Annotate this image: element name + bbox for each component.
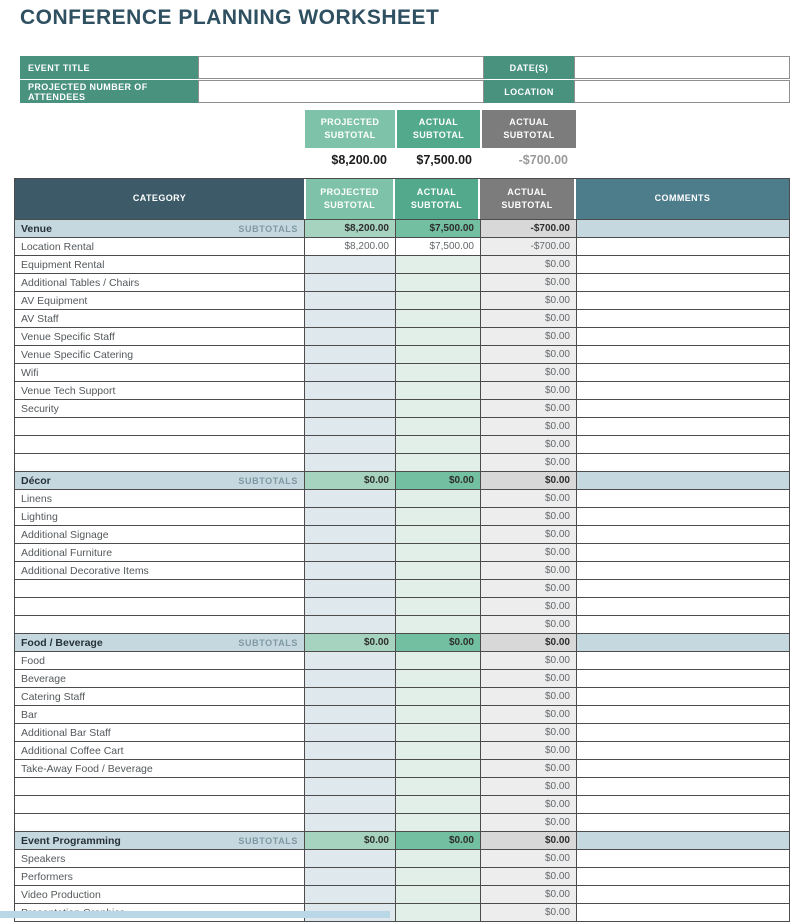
item-row (15, 525, 789, 543)
item-comments-cell[interactable] (576, 886, 789, 903)
item-difference-cell[interactable]: $0.00 (480, 526, 576, 543)
item-name-cell[interactable]: Lighting (21, 510, 58, 523)
item-name-cell[interactable]: Speakers (21, 852, 66, 865)
item-row (15, 453, 789, 471)
event-title-input[interactable] (198, 56, 484, 79)
item-difference-cell[interactable]: $0.00 (480, 778, 576, 795)
section-actual-subtotal[interactable]: $0.00 (395, 634, 480, 651)
item-row (15, 435, 789, 453)
item-actual-cell[interactable] (395, 598, 480, 615)
item-row (15, 813, 789, 831)
item-comments-cell[interactable] (576, 796, 789, 813)
event-info-panel (20, 56, 790, 103)
item-comments-cell[interactable] (576, 490, 789, 507)
item-row (15, 417, 789, 435)
column-header-actual-subtotal: ACTUAL SUBTOTAL (395, 179, 480, 219)
section-row-1 (15, 471, 789, 489)
item-projected-cell[interactable] (304, 292, 395, 309)
item-row (15, 723, 789, 741)
item-comments-cell[interactable] (576, 652, 789, 669)
item-name-cell[interactable]: Additional Decorative Items (21, 564, 149, 577)
item-actual-cell[interactable] (395, 400, 480, 417)
item-actual-cell[interactable] (395, 328, 480, 345)
item-projected-cell[interactable] (304, 490, 395, 507)
item-row (15, 345, 789, 363)
summary-projected-value: $8,200.00 (331, 153, 387, 167)
item-name-cell[interactable] (15, 814, 304, 831)
summary-actual-value: $7,500.00 (416, 153, 472, 167)
item-row (15, 255, 789, 273)
item-row (15, 399, 789, 417)
item-name-cell[interactable]: Security (21, 402, 59, 415)
item-actual-cell[interactable]: $7,500.00 (395, 238, 480, 255)
item-name-cell[interactable] (15, 778, 304, 795)
item-actual-cell[interactable] (395, 778, 480, 795)
item-row (15, 687, 789, 705)
item-projected-cell[interactable] (304, 508, 395, 525)
item-projected-cell[interactable] (304, 742, 395, 759)
item-row (15, 777, 789, 795)
bottom-scroll-artifact (0, 911, 390, 918)
item-comments-cell[interactable] (576, 544, 789, 561)
item-comments-cell[interactable] (576, 436, 789, 453)
item-actual-cell[interactable] (395, 580, 480, 597)
subtotals-label: SUBTOTALS (238, 475, 298, 486)
item-difference-cell[interactable]: $0.00 (480, 400, 576, 417)
item-actual-cell[interactable] (395, 616, 480, 633)
item-projected-cell[interactable] (304, 454, 395, 471)
section-name-cell[interactable] (15, 634, 304, 651)
item-row (15, 237, 789, 255)
item-name-cell[interactable]: Performers (21, 870, 73, 883)
item-name-cell[interactable]: Bar (21, 708, 38, 721)
section-actual-subtotal[interactable]: $0.00 (395, 832, 480, 849)
item-comments-cell[interactable] (576, 814, 789, 831)
item-actual-cell[interactable] (395, 850, 480, 867)
item-comments-cell[interactable] (576, 292, 789, 309)
item-difference-cell[interactable]: $0.00 (480, 598, 576, 615)
item-comments-cell[interactable] (576, 688, 789, 705)
item-comments-cell[interactable] (576, 274, 789, 291)
item-projected-cell[interactable] (304, 670, 395, 687)
item-row (15, 327, 789, 345)
location-label: LOCATION (484, 80, 574, 103)
event-title-label: EVENT TITLE (20, 56, 198, 79)
attendees-label: PROJECTED NUMBER OF ATTENDEES (20, 80, 198, 103)
section-comments-cell[interactable] (576, 220, 789, 237)
dates-label: DATE(S) (484, 56, 574, 79)
item-actual-cell[interactable] (395, 886, 480, 903)
attendees-input[interactable] (198, 80, 484, 103)
item-name-cell[interactable]: Additional Furniture (21, 546, 113, 559)
item-actual-cell[interactable] (395, 346, 480, 363)
item-name-cell[interactable]: Catering Staff (21, 690, 86, 703)
section-comments-cell[interactable] (576, 832, 789, 849)
item-comments-cell[interactable] (576, 904, 789, 921)
item-comments-cell[interactable] (576, 850, 789, 867)
item-row (15, 381, 789, 399)
subtotals-label: SUBTOTALS (238, 835, 298, 846)
item-projected-cell[interactable] (304, 886, 395, 903)
section-name: Food / Beverage (21, 636, 103, 649)
item-projected-cell[interactable] (304, 364, 395, 381)
item-row (15, 759, 789, 777)
item-row (15, 741, 789, 759)
item-comments-cell[interactable] (576, 238, 789, 255)
item-name-cell[interactable]: Additional Bar Staff (21, 726, 111, 739)
section-comments-cell[interactable] (576, 472, 789, 489)
item-projected-cell[interactable] (304, 256, 395, 273)
item-name-cell[interactable]: Venue Specific Catering (21, 348, 134, 361)
item-comments-cell[interactable] (576, 508, 789, 525)
item-row (15, 651, 789, 669)
item-difference-cell[interactable]: $0.00 (480, 310, 576, 327)
item-actual-cell[interactable] (395, 706, 480, 723)
budget-table (14, 178, 790, 922)
item-comments-cell[interactable] (576, 526, 789, 543)
item-name-cell[interactable]: Location Rental (21, 240, 94, 253)
column-header-actual-subtotal-difference: ACTUAL SUBTOTAL (480, 179, 576, 219)
item-comments-cell[interactable] (576, 778, 789, 795)
item-actual-cell[interactable] (395, 310, 480, 327)
item-row (15, 885, 789, 903)
section-difference[interactable]: $0.00 (480, 634, 576, 651)
item-difference-cell[interactable]: $0.00 (480, 850, 576, 867)
section-name-cell[interactable] (15, 472, 304, 489)
item-comments-cell[interactable] (576, 346, 789, 363)
item-row (15, 507, 789, 525)
location-input[interactable] (574, 80, 790, 103)
item-actual-cell[interactable] (395, 760, 480, 777)
item-comments-cell[interactable] (576, 256, 789, 273)
item-projected-cell[interactable] (304, 328, 395, 345)
item-projected-cell[interactable] (304, 778, 395, 795)
section-projected-subtotal[interactable]: $0.00 (304, 832, 395, 849)
item-name-cell[interactable]: Take-Away Food / Beverage (21, 762, 153, 775)
section-difference[interactable]: $0.00 (480, 832, 576, 849)
item-projected-cell[interactable] (304, 616, 395, 633)
item-projected-cell[interactable] (304, 562, 395, 579)
item-projected-cell[interactable] (304, 580, 395, 597)
item-actual-cell[interactable] (395, 274, 480, 291)
item-actual-cell[interactable] (395, 490, 480, 507)
item-projected-cell[interactable] (304, 310, 395, 327)
item-actual-cell[interactable] (395, 868, 480, 885)
item-comments-cell[interactable] (576, 364, 789, 381)
item-name-cell[interactable]: Additional Tables / Chairs (21, 276, 140, 289)
item-comments-cell[interactable] (576, 562, 789, 579)
item-comments-cell[interactable] (576, 454, 789, 471)
item-actual-cell[interactable] (395, 454, 480, 471)
item-difference-cell[interactable]: $0.00 (480, 814, 576, 831)
section-projected-subtotal[interactable]: $8,200.00 (304, 220, 395, 237)
item-actual-cell[interactable] (395, 904, 480, 921)
item-actual-cell[interactable] (395, 292, 480, 309)
item-actual-cell[interactable] (395, 508, 480, 525)
subtotals-label: SUBTOTALS (238, 637, 298, 648)
item-projected-cell[interactable]: $8,200.00 (304, 238, 395, 255)
item-name-cell[interactable] (15, 418, 304, 435)
item-name-cell[interactable]: Additional Coffee Cart (21, 744, 124, 757)
item-difference-cell[interactable]: -$700.00 (480, 238, 576, 255)
summary-difference-header: ACTUAL SUBTOTAL (482, 110, 576, 148)
item-difference-cell[interactable]: $0.00 (480, 796, 576, 813)
column-header-category: CATEGORY (15, 179, 304, 219)
item-comments-cell[interactable] (576, 670, 789, 687)
item-name-cell[interactable]: AV Equipment (21, 294, 88, 307)
section-name-cell[interactable] (15, 220, 304, 237)
item-difference-cell[interactable]: $0.00 (480, 346, 576, 363)
item-projected-cell[interactable] (304, 814, 395, 831)
item-name-cell[interactable] (15, 598, 304, 615)
item-projected-cell[interactable] (304, 382, 395, 399)
item-projected-cell[interactable] (304, 760, 395, 777)
item-difference-cell[interactable]: $0.00 (480, 292, 576, 309)
section-name: Venue (21, 222, 52, 235)
item-row (15, 561, 789, 579)
item-row (15, 543, 789, 561)
item-difference-cell[interactable]: $0.00 (480, 706, 576, 723)
item-projected-cell[interactable] (304, 868, 395, 885)
summary-actual-header: ACTUAL SUBTOTAL (397, 110, 480, 148)
item-difference-cell[interactable]: $0.00 (480, 868, 576, 885)
item-comments-cell[interactable] (576, 310, 789, 327)
item-row (15, 867, 789, 885)
item-difference-cell[interactable]: $0.00 (480, 580, 576, 597)
item-difference-cell[interactable]: $0.00 (480, 760, 576, 777)
item-difference-cell[interactable]: $0.00 (480, 328, 576, 345)
section-difference[interactable]: $0.00 (480, 472, 576, 489)
item-difference-cell[interactable]: $0.00 (480, 382, 576, 399)
item-projected-cell[interactable] (304, 544, 395, 561)
item-comments-cell[interactable] (576, 418, 789, 435)
item-comments-cell[interactable] (576, 706, 789, 723)
item-name-cell[interactable] (15, 580, 304, 597)
item-name-cell[interactable]: Equipment Rental (21, 258, 105, 271)
column-header-comments: COMMENTS (576, 179, 789, 219)
item-row (15, 597, 789, 615)
section-difference[interactable]: -$700.00 (480, 220, 576, 237)
section-name: Event Programming (21, 834, 121, 847)
item-difference-cell[interactable]: $0.00 (480, 490, 576, 507)
item-row (15, 705, 789, 723)
item-actual-cell[interactable] (395, 724, 480, 741)
item-projected-cell[interactable] (304, 652, 395, 669)
item-difference-cell[interactable]: $0.00 (480, 688, 576, 705)
item-difference-cell[interactable]: $0.00 (480, 436, 576, 453)
item-row (15, 489, 789, 507)
section-actual-subtotal[interactable]: $0.00 (395, 472, 480, 489)
item-comments-cell[interactable] (576, 400, 789, 417)
item-name-cell[interactable]: Food (21, 654, 45, 667)
item-name-cell[interactable] (15, 796, 304, 813)
item-actual-cell[interactable] (395, 742, 480, 759)
section-row-2 (15, 633, 789, 651)
dates-input[interactable] (574, 56, 790, 79)
section-name-cell[interactable] (15, 832, 304, 849)
item-comments-cell[interactable] (576, 580, 789, 597)
item-name-cell[interactable] (15, 454, 304, 471)
item-projected-cell[interactable] (304, 796, 395, 813)
item-actual-cell[interactable] (395, 544, 480, 561)
item-name-cell[interactable] (15, 616, 304, 633)
item-projected-cell[interactable] (304, 688, 395, 705)
item-difference-cell[interactable]: $0.00 (480, 652, 576, 669)
item-difference-cell[interactable]: $0.00 (480, 616, 576, 633)
item-row (15, 363, 789, 381)
item-name-cell[interactable] (15, 436, 304, 453)
item-projected-cell[interactable] (304, 436, 395, 453)
item-name-cell[interactable]: Video Production (21, 888, 101, 901)
item-projected-cell[interactable] (304, 526, 395, 543)
item-projected-cell[interactable] (304, 418, 395, 435)
item-comments-cell[interactable] (576, 598, 789, 615)
item-comments-cell[interactable] (576, 616, 789, 633)
item-comments-cell[interactable] (576, 742, 789, 759)
budget-table-header (15, 179, 789, 219)
item-row (15, 291, 789, 309)
item-name-cell[interactable]: Additional Signage (21, 528, 109, 541)
item-actual-cell[interactable] (395, 256, 480, 273)
item-row (15, 579, 789, 597)
section-actual-subtotal[interactable]: $7,500.00 (395, 220, 480, 237)
item-name-cell[interactable]: Linens (21, 492, 52, 505)
subtotals-label: SUBTOTALS (238, 223, 298, 234)
item-difference-cell[interactable]: $0.00 (480, 274, 576, 291)
section-projected-subtotal[interactable]: $0.00 (304, 472, 395, 489)
summary-difference-value: -$700.00 (518, 153, 568, 167)
item-difference-cell[interactable]: $0.00 (480, 544, 576, 561)
item-actual-cell[interactable] (395, 382, 480, 399)
item-row (15, 795, 789, 813)
item-row (15, 615, 789, 633)
item-difference-cell[interactable]: $0.00 (480, 904, 576, 921)
item-projected-cell[interactable] (304, 346, 395, 363)
item-projected-cell[interactable] (304, 850, 395, 867)
item-comments-cell[interactable] (576, 724, 789, 741)
item-actual-cell[interactable] (395, 688, 480, 705)
item-name-cell[interactable]: AV Staff (21, 312, 59, 325)
section-comments-cell[interactable] (576, 634, 789, 651)
item-row (15, 273, 789, 291)
item-actual-cell[interactable] (395, 364, 480, 381)
item-difference-cell[interactable]: $0.00 (480, 364, 576, 381)
item-difference-cell[interactable]: $0.00 (480, 724, 576, 741)
section-name: Décor (21, 474, 51, 487)
item-difference-cell[interactable]: $0.00 (480, 742, 576, 759)
item-projected-cell[interactable] (304, 706, 395, 723)
item-projected-cell[interactable] (304, 598, 395, 615)
item-name-cell[interactable]: Venue Specific Staff (21, 330, 115, 343)
item-actual-cell[interactable] (395, 526, 480, 543)
column-header-projected-subtotal: PROJECTED SUBTOTAL (304, 179, 395, 219)
item-actual-cell[interactable] (395, 814, 480, 831)
item-projected-cell[interactable] (304, 400, 395, 417)
item-row (15, 849, 789, 867)
worksheet-rows (15, 219, 789, 921)
section-row-0 (15, 219, 789, 237)
item-actual-cell[interactable] (395, 562, 480, 579)
item-actual-cell[interactable] (395, 670, 480, 687)
item-difference-cell[interactable]: $0.00 (480, 418, 576, 435)
item-difference-cell[interactable]: $0.00 (480, 562, 576, 579)
item-name-cell[interactable]: Venue Tech Support (21, 384, 116, 397)
item-comments-cell[interactable] (576, 868, 789, 885)
item-actual-cell[interactable] (395, 796, 480, 813)
item-difference-cell[interactable]: $0.00 (480, 508, 576, 525)
item-projected-cell[interactable] (304, 274, 395, 291)
item-difference-cell[interactable]: $0.00 (480, 256, 576, 273)
item-difference-cell[interactable]: $0.00 (480, 670, 576, 687)
section-row-3 (15, 831, 789, 849)
item-row (15, 309, 789, 327)
item-name-cell[interactable]: Beverage (21, 672, 66, 685)
item-row (15, 669, 789, 687)
item-actual-cell[interactable] (395, 418, 480, 435)
item-comments-cell[interactable] (576, 328, 789, 345)
item-difference-cell[interactable]: $0.00 (480, 454, 576, 471)
item-difference-cell[interactable]: $0.00 (480, 886, 576, 903)
section-projected-subtotal[interactable]: $0.00 (304, 634, 395, 651)
item-name-cell[interactable]: Wifi (21, 366, 39, 379)
page-title: CONFERENCE PLANNING WORKSHEET (20, 6, 440, 29)
item-projected-cell[interactable] (304, 724, 395, 741)
item-comments-cell[interactable] (576, 760, 789, 777)
item-actual-cell[interactable] (395, 436, 480, 453)
item-actual-cell[interactable] (395, 652, 480, 669)
item-comments-cell[interactable] (576, 382, 789, 399)
summary-projected-header: PROJECTED SUBTOTAL (305, 110, 395, 148)
